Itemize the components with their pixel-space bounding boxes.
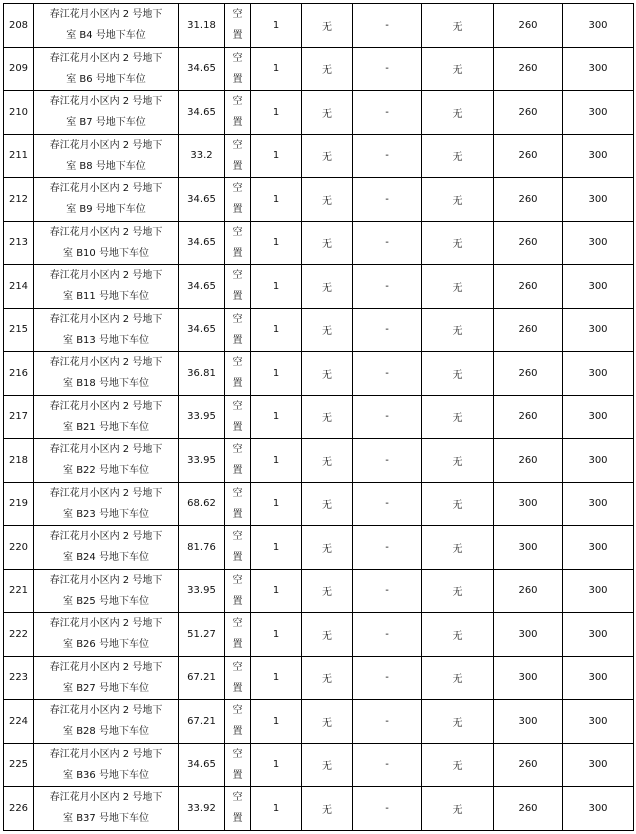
location-cell <box>34 482 179 526</box>
dash-cell: - <box>353 178 422 222</box>
table-row <box>4 4 634 48</box>
location-cell <box>34 91 179 135</box>
usage-status-cell <box>225 352 251 396</box>
row-number-cell: 218 <box>4 439 34 483</box>
other-cell: 无 <box>422 4 494 48</box>
area-cell: 34.65 <box>179 91 225 135</box>
quantity-cell: 1 <box>251 787 302 831</box>
usage-status-cell <box>225 700 251 744</box>
location-line-2: 室 B27 号地下车位 <box>63 682 149 694</box>
location-line-2: 室 B4 号地下车位 <box>66 30 146 42</box>
other-cell: 无 <box>422 482 494 526</box>
usage-status-char-2: 置 <box>232 247 243 259</box>
quantity-cell: 1 <box>251 613 302 657</box>
table-row <box>4 47 634 91</box>
location-line-2: 室 B9 号地下车位 <box>66 204 146 216</box>
location-line-1: 春江花月小区内 2 号地下 <box>49 139 163 151</box>
usage-status-char-1: 空 <box>232 487 243 499</box>
price-cell-2: 300 <box>563 134 634 178</box>
quantity-cell: 1 <box>251 178 302 222</box>
price-cell-1: 260 <box>494 4 563 48</box>
other-cell: 无 <box>422 47 494 91</box>
area-cell: 34.65 <box>179 47 225 91</box>
quantity-cell: 1 <box>251 221 302 265</box>
quantity-cell: 1 <box>251 482 302 526</box>
row-number-cell: 210 <box>4 91 34 135</box>
usage-status-char-2: 置 <box>232 378 243 390</box>
table-row <box>4 743 634 787</box>
location-line-1: 春江花月小区内 2 号地下 <box>49 487 163 499</box>
usage-status-cell <box>225 221 251 265</box>
location-cell <box>34 700 179 744</box>
row-number-cell: 213 <box>4 221 34 265</box>
location-cell <box>34 439 179 483</box>
usage-status-char-2: 置 <box>232 726 243 738</box>
row-number-cell: 215 <box>4 308 34 352</box>
area-cell: 34.65 <box>179 743 225 787</box>
quantity-cell: 1 <box>251 395 302 439</box>
row-number-cell: 224 <box>4 700 34 744</box>
dash-cell: - <box>353 91 422 135</box>
location-line-1: 春江花月小区内 2 号地下 <box>49 400 163 412</box>
area-cell: 33.95 <box>179 395 225 439</box>
dash-cell: - <box>353 482 422 526</box>
location-line-1: 春江花月小区内 2 号地下 <box>49 226 163 238</box>
location-line-1: 春江花月小区内 2 号地下 <box>49 96 163 108</box>
other-cell: 无 <box>422 221 494 265</box>
encumbrance-cell: 无 <box>302 4 353 48</box>
area-cell: 33.92 <box>179 787 225 831</box>
area-cell: 81.76 <box>179 526 225 570</box>
row-number-cell: 221 <box>4 569 34 613</box>
location-line-2: 室 B21 号地下车位 <box>63 421 149 433</box>
row-number-cell: 214 <box>4 265 34 309</box>
usage-status-char-2: 置 <box>232 465 243 477</box>
row-number-cell: 212 <box>4 178 34 222</box>
usage-status-char-1: 空 <box>232 618 243 630</box>
location-line-2: 室 B23 号地下车位 <box>63 508 149 520</box>
location-cell <box>34 4 179 48</box>
table-row <box>4 482 634 526</box>
price-cell-1: 300 <box>494 656 563 700</box>
row-number-cell: 208 <box>4 4 34 48</box>
location-line-2: 室 B25 号地下车位 <box>63 595 149 607</box>
location-line-1: 春江花月小区内 2 号地下 <box>49 357 163 369</box>
location-line-2: 室 B8 号地下车位 <box>66 160 146 172</box>
location-line-2: 室 B11 号地下车位 <box>63 291 149 303</box>
other-cell: 无 <box>422 352 494 396</box>
row-number-cell: 225 <box>4 743 34 787</box>
usage-status-cell <box>225 787 251 831</box>
usage-status-char-2: 置 <box>232 30 243 42</box>
encumbrance-cell: 无 <box>302 700 353 744</box>
encumbrance-cell: 无 <box>302 47 353 91</box>
usage-status-cell <box>225 134 251 178</box>
location-line-1: 春江花月小区内 2 号地下 <box>49 574 163 586</box>
usage-status-char-2: 置 <box>232 813 243 825</box>
location-line-1: 春江花月小区内 2 号地下 <box>49 183 163 195</box>
price-cell-2: 300 <box>563 787 634 831</box>
location-line-1: 春江花月小区内 2 号地下 <box>49 52 163 64</box>
usage-status-char-1: 空 <box>232 531 243 543</box>
location-cell <box>34 47 179 91</box>
location-line-2: 室 B28 号地下车位 <box>63 726 149 738</box>
price-cell-1: 260 <box>494 308 563 352</box>
location-line-1: 春江花月小区内 2 号地下 <box>49 313 163 325</box>
area-cell: 33.95 <box>179 439 225 483</box>
location-line-2: 室 B10 号地下车位 <box>63 247 149 259</box>
price-cell-1: 260 <box>494 265 563 309</box>
price-cell-1: 260 <box>494 221 563 265</box>
usage-status-char-1: 空 <box>232 313 243 325</box>
price-cell-2: 300 <box>563 395 634 439</box>
other-cell: 无 <box>422 439 494 483</box>
parking-space-table <box>3 3 634 831</box>
usage-status-char-1: 空 <box>232 270 243 282</box>
usage-status-cell <box>225 526 251 570</box>
location-line-2: 室 B24 号地下车位 <box>63 552 149 564</box>
price-cell-1: 260 <box>494 352 563 396</box>
usage-status-char-2: 置 <box>232 334 243 346</box>
area-cell: 31.18 <box>179 4 225 48</box>
area-cell: 68.62 <box>179 482 225 526</box>
usage-status-cell <box>225 656 251 700</box>
quantity-cell: 1 <box>251 700 302 744</box>
price-cell-1: 260 <box>494 395 563 439</box>
row-number-cell: 219 <box>4 482 34 526</box>
price-cell-2: 300 <box>563 743 634 787</box>
usage-status-cell <box>225 265 251 309</box>
encumbrance-cell: 无 <box>302 395 353 439</box>
usage-status-char-2: 置 <box>232 769 243 781</box>
usage-status-char-1: 空 <box>232 444 243 456</box>
dash-cell: - <box>353 526 422 570</box>
row-number-cell: 222 <box>4 613 34 657</box>
usage-status-char-1: 空 <box>232 9 243 21</box>
dash-cell: - <box>353 221 422 265</box>
quantity-cell: 1 <box>251 743 302 787</box>
dash-cell: - <box>353 4 422 48</box>
price-cell-2: 300 <box>563 47 634 91</box>
usage-status-char-1: 空 <box>232 139 243 151</box>
row-number-cell: 217 <box>4 395 34 439</box>
price-cell-1: 300 <box>494 700 563 744</box>
location-cell <box>34 134 179 178</box>
dash-cell: - <box>353 787 422 831</box>
usage-status-char-1: 空 <box>232 183 243 195</box>
price-cell-2: 300 <box>563 265 634 309</box>
usage-status-char-1: 空 <box>232 574 243 586</box>
area-cell: 67.21 <box>179 700 225 744</box>
area-cell: 34.65 <box>179 221 225 265</box>
usage-status-char-2: 置 <box>232 552 243 564</box>
encumbrance-cell: 无 <box>302 743 353 787</box>
location-line-1: 春江花月小区内 2 号地下 <box>49 748 163 760</box>
table-row <box>4 569 634 613</box>
price-cell-2: 300 <box>563 178 634 222</box>
row-number-cell: 223 <box>4 656 34 700</box>
usage-status-char-2: 置 <box>232 160 243 172</box>
usage-status-char-2: 置 <box>232 639 243 651</box>
dash-cell: - <box>353 134 422 178</box>
price-cell-2: 300 <box>563 308 634 352</box>
usage-status-char-2: 置 <box>232 421 243 433</box>
row-number-cell: 216 <box>4 352 34 396</box>
dash-cell: - <box>353 613 422 657</box>
location-cell <box>34 352 179 396</box>
location-line-2: 室 B7 号地下车位 <box>66 117 146 129</box>
price-cell-2: 300 <box>563 91 634 135</box>
other-cell: 无 <box>422 526 494 570</box>
location-cell <box>34 308 179 352</box>
table-row <box>4 395 634 439</box>
dash-cell: - <box>353 743 422 787</box>
encumbrance-cell: 无 <box>302 482 353 526</box>
usage-status-char-1: 空 <box>232 96 243 108</box>
usage-status-cell <box>225 569 251 613</box>
usage-status-cell <box>225 308 251 352</box>
quantity-cell: 1 <box>251 4 302 48</box>
other-cell: 无 <box>422 395 494 439</box>
quantity-cell: 1 <box>251 47 302 91</box>
location-cell <box>34 221 179 265</box>
usage-status-char-1: 空 <box>232 748 243 760</box>
usage-status-char-1: 空 <box>232 792 243 804</box>
encumbrance-cell: 无 <box>302 613 353 657</box>
location-line-1: 春江花月小区内 2 号地下 <box>49 9 163 21</box>
other-cell: 无 <box>422 134 494 178</box>
dash-cell: - <box>353 265 422 309</box>
other-cell: 无 <box>422 656 494 700</box>
location-line-2: 室 B36 号地下车位 <box>63 769 149 781</box>
location-cell <box>34 743 179 787</box>
area-cell: 34.65 <box>179 265 225 309</box>
row-number-cell: 209 <box>4 47 34 91</box>
encumbrance-cell: 无 <box>302 352 353 396</box>
location-cell <box>34 569 179 613</box>
price-cell-2: 300 <box>563 526 634 570</box>
location-line-2: 室 B6 号地下车位 <box>66 73 146 85</box>
quantity-cell: 1 <box>251 439 302 483</box>
encumbrance-cell: 无 <box>302 134 353 178</box>
usage-status-char-1: 空 <box>232 705 243 717</box>
quantity-cell: 1 <box>251 656 302 700</box>
location-cell <box>34 656 179 700</box>
table-row <box>4 700 634 744</box>
price-cell-1: 260 <box>494 743 563 787</box>
table-row <box>4 787 634 831</box>
price-cell-1: 300 <box>494 613 563 657</box>
encumbrance-cell: 无 <box>302 178 353 222</box>
table-row <box>4 352 634 396</box>
table-row <box>4 265 634 309</box>
usage-status-char-2: 置 <box>232 291 243 303</box>
price-cell-1: 260 <box>494 787 563 831</box>
price-cell-1: 260 <box>494 178 563 222</box>
table-row <box>4 439 634 483</box>
usage-status-cell <box>225 91 251 135</box>
location-cell <box>34 613 179 657</box>
usage-status-char-1: 空 <box>232 226 243 238</box>
location-line-1: 春江花月小区内 2 号地下 <box>49 270 163 282</box>
other-cell: 无 <box>422 91 494 135</box>
quantity-cell: 1 <box>251 265 302 309</box>
table-row <box>4 91 634 135</box>
table-row <box>4 613 634 657</box>
table-row <box>4 178 634 222</box>
price-cell-2: 300 <box>563 482 634 526</box>
location-cell <box>34 787 179 831</box>
location-line-2: 室 B26 号地下车位 <box>63 639 149 651</box>
usage-status-char-1: 空 <box>232 400 243 412</box>
table-body <box>4 4 634 831</box>
location-line-1: 春江花月小区内 2 号地下 <box>49 661 163 673</box>
row-number-cell: 220 <box>4 526 34 570</box>
dash-cell: - <box>353 352 422 396</box>
location-line-2: 室 B37 号地下车位 <box>63 813 149 825</box>
area-cell: 36.81 <box>179 352 225 396</box>
other-cell: 无 <box>422 569 494 613</box>
quantity-cell: 1 <box>251 308 302 352</box>
table-row <box>4 221 634 265</box>
quantity-cell: 1 <box>251 526 302 570</box>
quantity-cell: 1 <box>251 569 302 613</box>
usage-status-char-1: 空 <box>232 357 243 369</box>
dash-cell: - <box>353 656 422 700</box>
encumbrance-cell: 无 <box>302 221 353 265</box>
usage-status-cell <box>225 439 251 483</box>
row-number-cell: 226 <box>4 787 34 831</box>
encumbrance-cell: 无 <box>302 526 353 570</box>
usage-status-char-1: 空 <box>232 52 243 64</box>
price-cell-2: 300 <box>563 569 634 613</box>
location-line-2: 室 B22 号地下车位 <box>63 465 149 477</box>
price-cell-1: 260 <box>494 91 563 135</box>
other-cell: 无 <box>422 787 494 831</box>
price-cell-1: 260 <box>494 47 563 91</box>
location-cell <box>34 526 179 570</box>
price-cell-2: 300 <box>563 221 634 265</box>
price-cell-1: 260 <box>494 439 563 483</box>
other-cell: 无 <box>422 700 494 744</box>
encumbrance-cell: 无 <box>302 265 353 309</box>
usage-status-char-2: 置 <box>232 117 243 129</box>
price-cell-1: 260 <box>494 134 563 178</box>
other-cell: 无 <box>422 265 494 309</box>
location-line-2: 室 B18 号地下车位 <box>63 378 149 390</box>
table-row <box>4 308 634 352</box>
dash-cell: - <box>353 395 422 439</box>
price-cell-2: 300 <box>563 4 634 48</box>
location-line-1: 春江花月小区内 2 号地下 <box>49 705 163 717</box>
price-cell-1: 260 <box>494 569 563 613</box>
usage-status-cell <box>225 482 251 526</box>
encumbrance-cell: 无 <box>302 787 353 831</box>
other-cell: 无 <box>422 743 494 787</box>
usage-status-cell <box>225 4 251 48</box>
encumbrance-cell: 无 <box>302 439 353 483</box>
location-cell <box>34 395 179 439</box>
area-cell: 33.95 <box>179 569 225 613</box>
price-cell-1: 300 <box>494 526 563 570</box>
dash-cell: - <box>353 308 422 352</box>
price-cell-2: 300 <box>563 613 634 657</box>
usage-status-char-2: 置 <box>232 73 243 85</box>
price-cell-2: 300 <box>563 439 634 483</box>
usage-status-cell <box>225 613 251 657</box>
dash-cell: - <box>353 569 422 613</box>
usage-status-char-2: 置 <box>232 595 243 607</box>
dash-cell: - <box>353 439 422 483</box>
other-cell: 无 <box>422 308 494 352</box>
price-cell-2: 300 <box>563 700 634 744</box>
other-cell: 无 <box>422 178 494 222</box>
usage-status-char-1: 空 <box>232 661 243 673</box>
quantity-cell: 1 <box>251 134 302 178</box>
location-line-1: 春江花月小区内 2 号地下 <box>49 792 163 804</box>
other-cell: 无 <box>422 613 494 657</box>
usage-status-char-2: 置 <box>232 204 243 216</box>
usage-status-cell <box>225 178 251 222</box>
encumbrance-cell: 无 <box>302 308 353 352</box>
encumbrance-cell: 无 <box>302 656 353 700</box>
usage-status-char-2: 置 <box>232 682 243 694</box>
area-cell: 34.65 <box>179 308 225 352</box>
usage-status-cell <box>225 395 251 439</box>
quantity-cell: 1 <box>251 91 302 135</box>
row-number-cell: 211 <box>4 134 34 178</box>
encumbrance-cell: 无 <box>302 91 353 135</box>
dash-cell: - <box>353 47 422 91</box>
encumbrance-cell: 无 <box>302 569 353 613</box>
price-cell-1: 300 <box>494 482 563 526</box>
location-cell <box>34 178 179 222</box>
dash-cell: - <box>353 700 422 744</box>
price-cell-2: 300 <box>563 656 634 700</box>
location-line-1: 春江花月小区内 2 号地下 <box>49 531 163 543</box>
usage-status-cell <box>225 47 251 91</box>
location-line-1: 春江花月小区内 2 号地下 <box>49 444 163 456</box>
location-cell <box>34 265 179 309</box>
area-cell: 34.65 <box>179 178 225 222</box>
area-cell: 67.21 <box>179 656 225 700</box>
usage-status-char-2: 置 <box>232 508 243 520</box>
quantity-cell: 1 <box>251 352 302 396</box>
table-row <box>4 134 634 178</box>
usage-status-cell <box>225 743 251 787</box>
location-line-1: 春江花月小区内 2 号地下 <box>49 618 163 630</box>
area-cell: 51.27 <box>179 613 225 657</box>
area-cell: 33.2 <box>179 134 225 178</box>
location-line-2: 室 B13 号地下车位 <box>63 334 149 346</box>
price-cell-2: 300 <box>563 352 634 396</box>
table-row <box>4 526 634 570</box>
table-row <box>4 656 634 700</box>
